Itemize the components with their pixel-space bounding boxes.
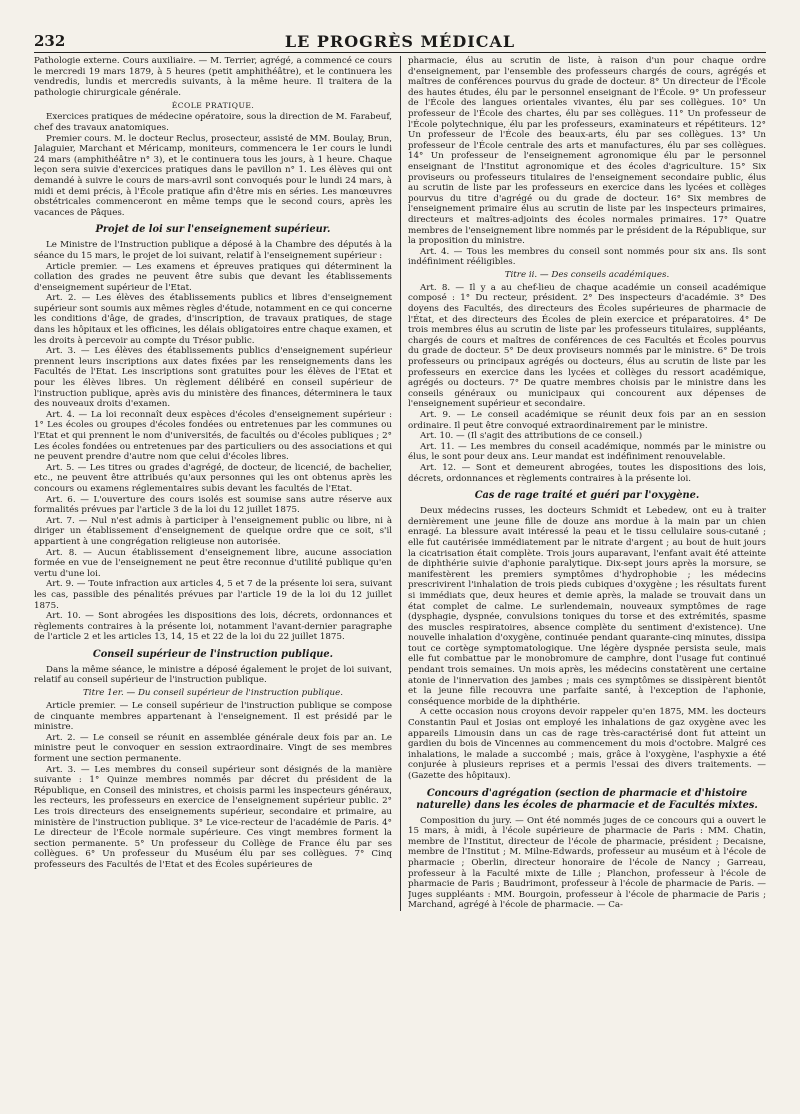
- academique-article-11: Art. 11. — Les membres du conseil académique, nommés par le ministre ou élus, le sont pour deux ans. Leur mandat est indéfiniment renouvelable.: [408, 441, 766, 463]
- titre-1: Titre 1er. — Du conseil supérieur de l'instruction publique.: [83, 688, 343, 699]
- paragraph-pathologie-externe: Pathologie externe. Cours auxiliaire. — M. Terrier, agrégé, a commencé ce cours le mercredi 19 mars 1879, à 5 heures (petit amphithéâtre), et le continuera les vendredis, lundis et mercredis suivants, à la même heure. Il traitera de la pathologie chirurgicale générale.: [34, 56, 392, 98]
- paragraph-composition-jury: Composition du jury. — Ont été nommés juges de ce concours qui a ouvert le 15 mars, à midi, à l'école supérieure de pharmacie de Paris : MM. Chatin, membre de l'Institut, directeur de l'école de pharmacie, président ; Decaisne, membre de l'Institut ; M. Milne-Edwards, professeur au muséum et à l'école de pharmacie ; Oberlin, directeur honoraire de l'école de Nancy ; Garreau, professeur à la Faculté mixte de Lille ; Planchon, professeur à l'école de pharmacie de Paris ; Baudrimont, professeur à l'école de pharmacie de Paris. — Juges suppléants : MM. Bourgoin, professeur à l'école de pharmacie de Paris ; Marchand, agrégé à l'école de pharmacie. — Ca-: [408, 815, 766, 911]
- titre-2: Titre ii. — Des conseils académiques.: [504, 269, 670, 280]
- section-ecole-pratique: ÉCOLE PRATIQUE.: [171, 101, 255, 111]
- article-6: Art. 6. — L'ouverture des cours isolés est soumise sans autre réserve aux formalités prévues par l'article 3 de la loi du 12 juillet 1875.: [34, 494, 392, 516]
- conseil-article-4: Art. 4. — Tous les membres du conseil sont nommés pour six ans. Ils sont indéfiniment rééligibles.: [408, 246, 766, 268]
- heading-projet-loi: Projet de loi sur l'enseignement supérieur.: [95, 224, 331, 236]
- heading-concours-agregation: Concours d'agrégation (section de pharmacie et d'histoire naturelle) dans les écoles de pharmacie et de Facultés mixtes.: [416, 787, 758, 811]
- paragraph-intro-loi: Le Ministre de l'Instruction publique a déposé à la Chambre des députés à la séance du 15 mars, le projet de loi suivant, relatif à l'enseignement supérieur :: [34, 240, 392, 261]
- paragraph-conseil-intro: Dans la même séance, le ministre a déposé également le projet de loi suivant, relatif au conseil supérieur de l'instruction publique.: [34, 664, 392, 686]
- academique-article-9: Art. 9. — Le conseil académique se réunit deux fois par an en session ordinaire. Il peut être convoqué extraordinairement par le ministre.: [408, 410, 766, 431]
- article-10: Art. 10. — Sont abrogées les dispositions des lois, décrets, ordonnances et règlements contraires à la présente loi, notamment l'avant-dernier paragraphe de l'article 2 et les articles 13, 14, 15 et 22 de la loi du 22 juillet 1875.: [34, 611, 392, 643]
- heading-conseil-superieur: Conseil supérieur de l'instruction publique.: [92, 648, 334, 660]
- column-divider: [400, 56, 401, 911]
- article-5: Art. 5. — Les titres ou grades d'agrégé, de docteur, de licencié, de bachelier, etc., ne peuvent être attribués qu'aux personnes qui les ont obtenus après les concours ou examens réglementaires subis devant les facultés de l'Etat.: [34, 462, 392, 494]
- heading-cas-de-rage: Cas de rage traité et guéri par l'oxygène.: [474, 490, 700, 502]
- paragraph-continuation: pharmacie, élus au scrutin de liste, à raison d'un pour chaque ordre d'enseignement, par l'ensemble des professeurs chargés de cours, agrégés et maîtres de conférences pourvus du grade de docteur. 8° Un directeur de l'École des hautes études, élu par le personnel enseignant de l'École. 9° Un professeur de l'École des langues orientales vivantes, élu par ses collègues. 10° Un professeur de l'École des chartes, élu par ses collègues. 11° Un professeur de l'École polytechnique, élu par les professeurs, examinateurs et répétiteurs. 12° Un professeur de l'École des beaux-arts, élu par ses collègues. 13° Un professeur de l'École centrale des arts et manufactures, élu par ses collègues. 14° Un professeur de l'enseignement agronomique élu par le personnel enseignant de l'Institut agronomique et des écoles d'agriculture. 15° Six proviseurs ou professeurs titulaires de l'enseignement secondaire public, élus au scrutin de liste par les professeurs en exercice dans les lycées et collèges pourvus du titre d'agrégé ou du grade de docteur. 16° Six membres de l'enseignement primaire élus au scrutin de liste par les inspecteurs primaires, directeurs et maîtres-adjoints des écoles normales primaires. 17° Quatre membres de l'enseignement libre nommés par le président de la République, sur la proposition du ministre.: [408, 56, 766, 247]
- article-4: Art. 4. — La loi reconnaît deux espèces d'écoles d'enseignement supérieur : 1° Les écoles ou groupes d'écoles fondées ou entretenues par les communes ou l'Etat et qui prennent le nom d'universités, de facultés ou d'écoles publiques ; 2° Les écoles fondées ou entretenues par des particuliers ou des associations et qui ne peuvent prendre d'autre nom que celui d'écoles libres.: [34, 409, 392, 463]
- academique-article-10: Art. 10. — (Il s'agit des attributions de ce conseil.): [420, 431, 643, 442]
- article-9: Art. 9. — Toute infraction aux articles 4, 5 et 7 de la présente loi sera, suivant les cas, passible des pénalités prévues par l'article 19 de la loi du 12 juillet 1875.: [34, 579, 392, 611]
- conseil-article-premier: Article premier. — Le conseil supérieur de l'instruction publique se compose de cinquante membres appartenant à l'enseignement. Il est présidé par le ministre.: [34, 701, 392, 733]
- article-7: Art. 7. — Nul n'est admis à participer à l'enseignement public ou libre, ni à diriger un établissement d'enseignement de quelque ordre que ce soit, s'il appartient à une congrégation religieuse non autorisée.: [34, 515, 392, 547]
- left-column: [34, 56, 392, 911]
- page-header: [34, 30, 766, 53]
- conseil-article-3: Art. 3. — Les membres du conseil supérieur sont désignés de la manière suivante : 1° Quinze membres nommés par décret du président de la République, en Conseil des ministres, et choisis parmi les inspecteurs généraux, les recteurs, les professeurs en exercice de l'enseignement supérieur public. 2° Les trois directeurs des enseignements supérieur, secondaire et primaire, au ministère de l'instruction publique. 3° Le vice-recteur de l'académie de Paris. 4° Le directeur de l'École normale supérieure. Ces vingt membres forment la section permanente. 5° Un professeur du Collège de France élu par ses collègues. 6° Un professeur du Muséum élu par ses collègues. 7° Cinq professeurs des Facultés de l'Etat et des Écoles supérieures de: [34, 764, 392, 870]
- page-number: 232: [34, 32, 66, 50]
- article-3: Art. 3. — Les élèves des établissements publics d'enseignement supérieur prennent leurs inscriptions aux dates fixées par les renseignements dans les Facultés de l'Etat. Les inscriptions sont gratuites pour les élèves de l'Etat et pour les élèves libres. Un règlement délibéré en conseil supérieur de l'instruction publique, après avis du ministère des finances, déterminera le taux des nouveaux droits d'examen.: [34, 346, 392, 410]
- academique-article-12: Art. 12. — Sont et demeurent abrogées, toutes les dispositions des lois, décrets, ordonnances et règlements contraires à la présente loi.: [408, 462, 766, 484]
- academique-article-8: Art. 8. — Il y a au chef-lieu de chaque académie un conseil académique composé : 1° Du recteur, président. 2° Des inspecteurs d'académie. 3° Des doyens des Facultés, des directeurs des Écoles supérieures de pharmacie de l'État, et des directeurs des Écoles de plein exercice et préparatoires. 4° De trois membres élus au scrutin de liste par les professeurs titulaires, suppléants, chargés de cours et maîtres de conférences de ces Facultés et Écoles pourvus du grade de docteur. 5° De deux proviseurs nommés par le ministre. 6° De trois professeurs ou principaux agrégés ou docteurs, élus au scrutin de liste par les professeurs en exercice dans les lycées et collèges du ressort académique, agrégés ou docteurs. 7° De quatre membres choisis par le ministre dans les conseils généraux ou municipaux qui concourent aux dépenses de l'enseignement supérieur et secondaire.: [408, 282, 766, 410]
- paragraph-premier-cours: Premier cours. M. le docteur Reclus, prosecteur, assisté de MM. Boulay, Brun, Jalaguier, Marchant et Méricamp, moniteurs, commencera le 1er cours le lundi 24 mars (amphithéâtre n° 3), et le continuera tous les jours, à 1 heure. Chaque leçon sera suivie d'exercices pratiques dans le pavillon n° 1. Les élèves qui ont demandé à suivre le cours de mars-avril sont convoqués pour le lundi 24 mars, à midi et demi précis, à l'École pratique afin d'être mis en séries. Les manœuvres obstétricales commenceront en même temps que le second cours, après les vacances de Pâques.: [34, 133, 392, 218]
- paragraph-rage-1: Deux médecins russes, les docteurs Schmidt et Lebedew, ont eu à traiter dernièrement une jeune fille de douze ans mordue à la main par un chien enragé. La blessure avait intéressé la peau et le tissu cellulaire sous-cutané ; elle fut cautérisée immédiatement par le nitrate d'argent ; au bout de huit jours la cicatrisation était complète. Trois jours auparavant, l'enfant avait été atteinte de diphthérie suivie d'aphonie paralytique. Dix-sept jours après la morsure, se manifestèrent les premiers symptômes d'hydrophobie ; les médecins prescrivirent l'inhalation de trois pieds cubiques d'oxygène ; les résultats furent si immédiats que, deux heures et demie après, la malade se trouvait dans un état complet de calme. Le surlendemain, nouveaux symptômes de rage (dysphagie, dyspnée, convulsions toniques du torse et des extrémités, spasme des muscles respiratoires, absence complète du sentiment d'existence). Une nouvelle inhalation d'oxygène, continuée pendant quarante-cinq minutes, dissipa tout ce cortège symptomatologique. Une légère dyspnée persista seule, mais elle fut combattue par le monobromure de camphre, dont l'usage fut continué pendant trois semaines. Un mois après, les médecins constatèrent une certaine atonie de l'innervation des jambes ; mais ces symptômes se dissipèrent bientôt et la jeune fille recouvra une parfaite santé, à l'exception de l'aphonie, conséquence morbide de la diphthérie.: [408, 506, 766, 707]
- article-premier: Article premier. — Les examens et épreuves pratiques qui déterminent la collation des grades ne peuvent être subis que devant les établissements d'enseignement supérieur de l'Etat.: [34, 261, 392, 293]
- article-8: Art. 8. — Aucun établissement d'enseignement libre, aucune association formée en vue de l'enseignement ne peut être reconnue d'utilité publique qu'en vertu d'une loi.: [34, 547, 392, 579]
- journal-title: LE PROGRÈS MÉDICAL: [284, 32, 516, 51]
- paragraph-exercices: Exercices pratiques de médecine opératoire, sous la direction de M. Farabeuf, chef des travaux anatomiques.: [34, 112, 392, 133]
- conseil-article-2: Art. 2. — Le conseil se réunit en assemblée générale deux fois par an. Le ministre peut le convoquer en session extraordinaire. Vingt de ses membres forment une section permanente.: [34, 732, 392, 765]
- article-2: Art. 2. — Les élèves des établissements publics et libres d'enseignement supérieur sont soumis aux mêmes règles d'étude, notamment en ce qui concerne les conditions d'âge, de grades, d'inscription, de travaux pratiques, de stage dans les hôpitaux et les officines, les délais obligatoires entre chaque examen, et les droits à percevoir au compte du Trésor public.: [34, 293, 392, 346]
- paragraph-rage-2: A cette occasion nous croyons devoir rappeler qu'en 1875, MM. les docteurs Constantin Paul et Josias ont employé les inhalations de gaz oxygène avec les appareils Limousin dans un cas de rage très-caractérisé dont fut atteint un gardien du bois de Vincennes au commencement du mois d'octobre. Malgré ces inhalations, le malade a succombé ; mais, grâce à l'oxygène, l'asphyxie a été conjurée à plusieurs reprises et a permis l'essai des divers traitements. — (Gazette des hôpitaux).: [408, 707, 766, 781]
- columns: [34, 56, 766, 911]
- right-column: [408, 56, 766, 911]
